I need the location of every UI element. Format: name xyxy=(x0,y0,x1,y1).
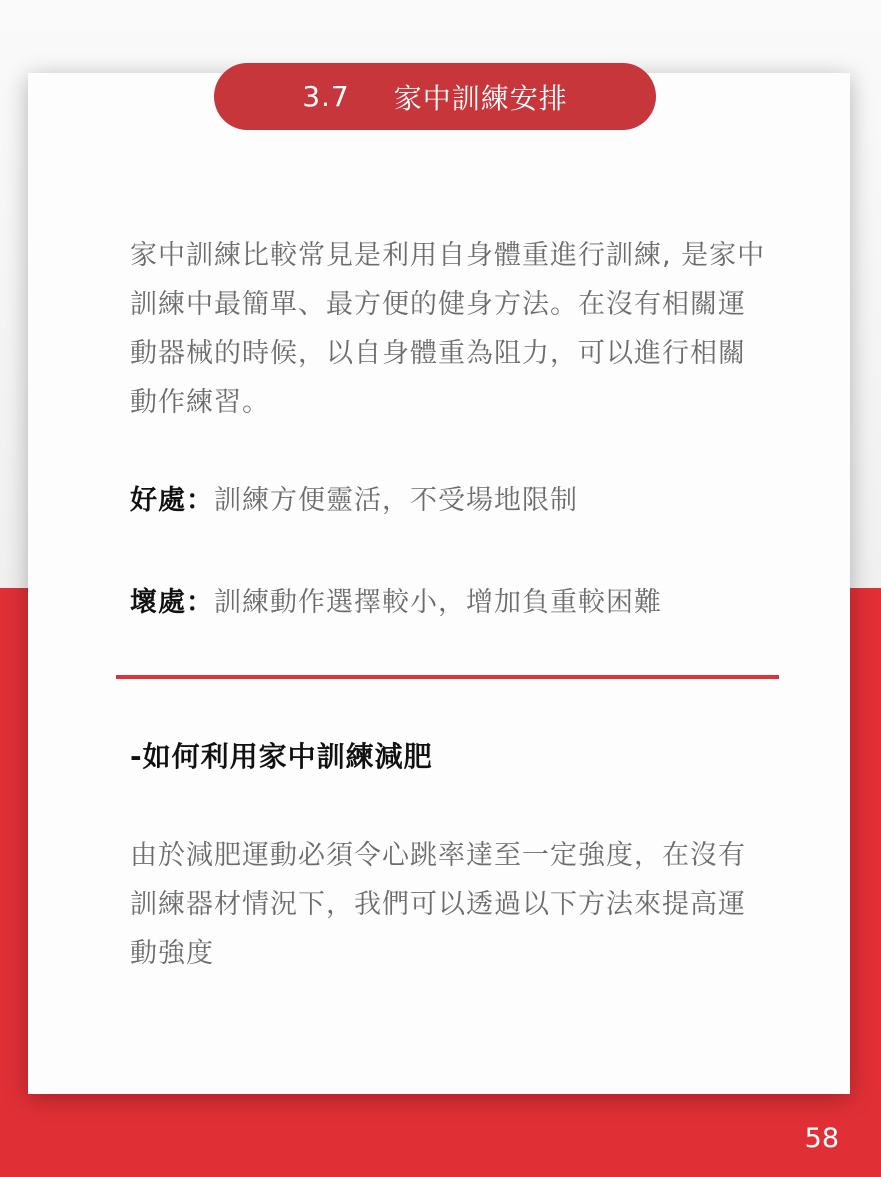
cons-text: 訓練動作選擇較小，增加負重較困難 xyxy=(214,587,662,618)
pros-text: 訓練方便靈活，不受場地限制 xyxy=(214,485,578,516)
intro-paragraph: 家中訓練比較常見是利用自身體重進行訓練, 是家中訓練中最簡單、最方便的健身方法。在沒有相關運動器械的時候，以自身體重為阻力，可以進行相關動作練習。 xyxy=(130,240,766,418)
cons-label: 壞處： xyxy=(130,587,214,618)
subsection-paragraph: 由於減肥運動必須令心跳率達至一定強度，在沒有訓練器材情況下，我們可以透過以下方法來提高運動強度 xyxy=(130,840,746,969)
section-header-pill xyxy=(214,63,656,130)
subsection-heading: -如何利用家中訓練減肥 xyxy=(130,740,433,773)
cons-row xyxy=(130,583,790,623)
section-divider xyxy=(116,675,779,679)
pros-row xyxy=(130,481,790,521)
page-number: 58 xyxy=(804,1123,839,1154)
pros-label: 好處： xyxy=(130,485,214,516)
section-title: 家中訓練安排 xyxy=(393,81,568,115)
section-number: 3.7 xyxy=(302,80,350,113)
